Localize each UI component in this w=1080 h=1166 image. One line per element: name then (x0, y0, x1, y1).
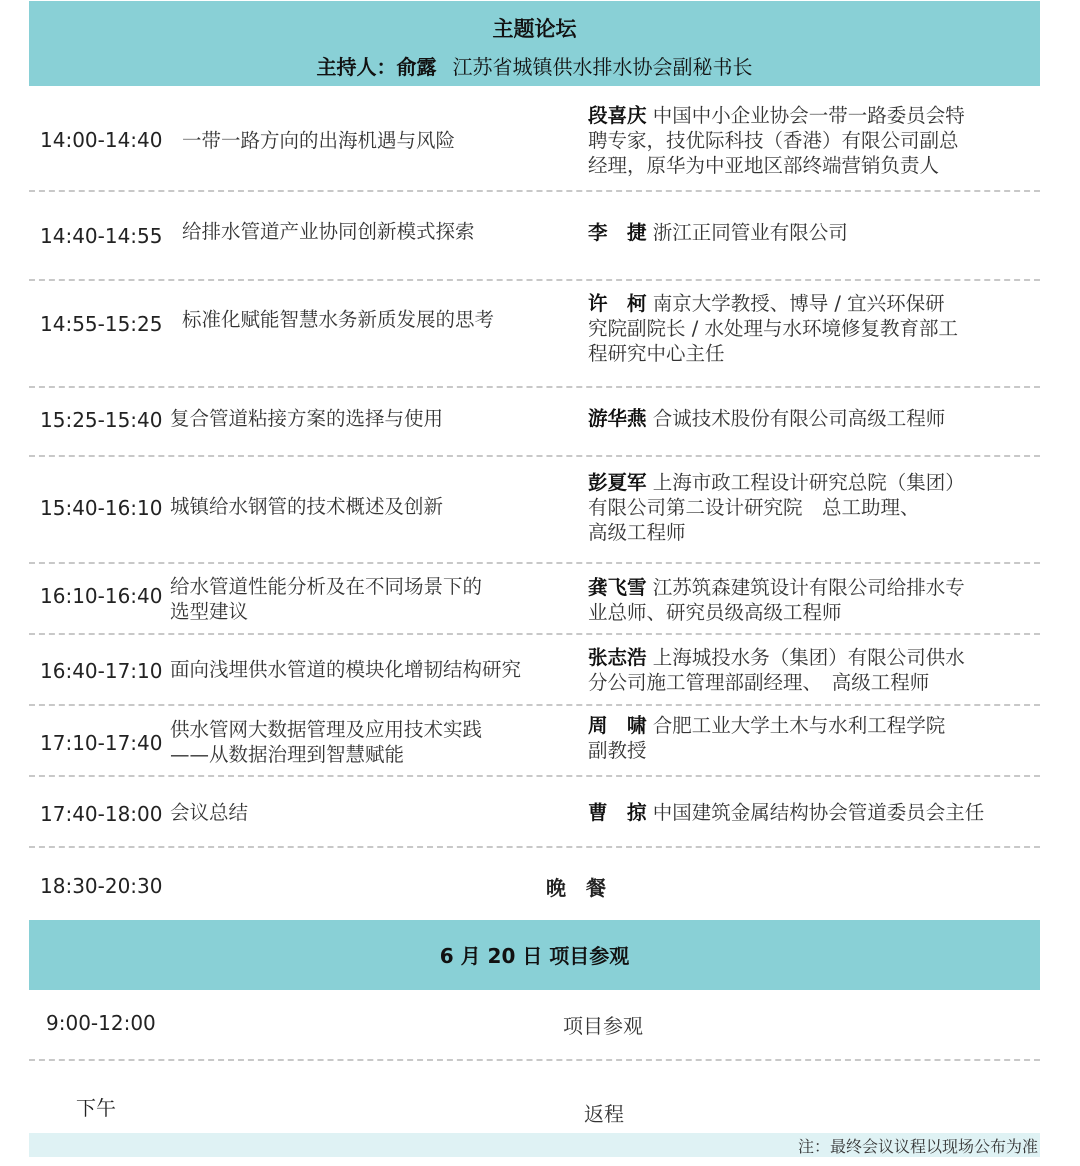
speaker-affiliation: 上海市政工程设计研究总院（集团） (652, 471, 965, 494)
topic-line: 供水管网大数据管理及应用技术实践 (170, 718, 483, 741)
day2-time: 9:00-12:00 (46, 1011, 156, 1035)
speaker-name: 张志浩 (588, 646, 647, 669)
speaker-name: 许 柯 (588, 292, 647, 315)
note-bar (29, 1133, 1040, 1157)
host-name: 俞露 (396, 55, 437, 79)
session-time: 17:40-18:00 (40, 802, 163, 826)
host-title: 江苏省城镇供水排水协会副秘书长 (452, 55, 753, 79)
speaker-name: 段喜庆 (588, 104, 647, 127)
speaker-affiliation: 中国中小企业协会一带一路委员会特 (652, 104, 965, 127)
day2-label: 返程 (584, 1102, 624, 1126)
session-time: 14:00-14:40 (40, 128, 163, 152)
session-speaker (588, 800, 1038, 825)
session-time: 15:40-16:10 (40, 496, 163, 520)
speaker-affiliation: 程研究中心主任 (588, 342, 725, 365)
speaker-name: 周 啸 (588, 714, 647, 737)
speaker-name: 龚飞雪 (588, 576, 647, 599)
session-topic: 面向浅埋供水管道的模块化增韧结构研究 (170, 658, 522, 681)
session-speaker (588, 713, 1038, 763)
speaker-name: 李 捷 (588, 221, 647, 244)
session-topic: 城镇给水钢管的技术概述及创新 (170, 495, 444, 518)
forum-host (29, 51, 1040, 80)
session-time: 17:10-17:40 (40, 731, 163, 755)
speaker-affiliation: 有限公司第二设计研究院 总工助理、 (588, 496, 920, 519)
speaker-affiliation: 高级工程师 (588, 521, 686, 544)
speaker-affiliation: 合肥工业大学土木与水利工程学院 (652, 714, 946, 737)
session-time: 14:40-14:55 (40, 224, 163, 248)
session-topic: 给排水管道产业协同创新模式探索 (182, 220, 475, 243)
session-speaker (588, 291, 1038, 366)
speaker-affiliation: 浙江正同管业有限公司 (652, 221, 848, 244)
day2-title: 6 月 20 日 项目参观 (439, 944, 630, 968)
session-topic: 复合管道粘接方案的选择与使用 (170, 407, 444, 430)
session-speaker (588, 103, 1038, 178)
speaker-affiliation: 江苏筑森建筑设计有限公司给排水专 (652, 576, 965, 599)
speaker-affiliation: 南京大学教授、博导 / 宜兴环保研 (652, 292, 945, 315)
dinner-time: 18:30-20:30 (40, 874, 163, 898)
session-topic (170, 574, 482, 624)
session-speaker (588, 645, 1038, 695)
speaker-affiliation: 上海城投水务（集团）有限公司供水 (652, 646, 965, 669)
divider (29, 279, 1040, 281)
session-topic: 一带一路方向的出海机遇与风险 (182, 129, 456, 152)
divider (29, 704, 1040, 706)
session-topic (170, 717, 482, 767)
day2-time: 下午 (76, 1096, 116, 1120)
topic-line: 给水管道性能分析及在不同场景下的 (170, 575, 483, 598)
session-topic: 标准化赋能智慧水务新质发展的思考 (182, 308, 495, 331)
divider (29, 1059, 1040, 1061)
session-time: 15:25-15:40 (40, 408, 163, 432)
day2-label: 项目参观 (563, 1014, 643, 1038)
divider (29, 633, 1040, 635)
speaker-name: 游华燕 (588, 407, 647, 430)
speaker-name: 曹 掠 (588, 801, 647, 824)
divider (29, 190, 1040, 192)
session-speaker (588, 470, 1038, 545)
topic-line: ——从数据治理到智慧赋能 (170, 743, 405, 766)
host-label: 主持人： (316, 55, 397, 79)
divider (29, 455, 1040, 457)
speaker-affiliation: 究院副院长 / 水处理与水环境修复教育部工 (588, 317, 958, 340)
speaker-affiliation: 经理，原华为中亚地区部终端营销负责人 (588, 154, 940, 177)
session-time: 16:10-16:40 (40, 584, 163, 608)
session-time: 16:40-17:10 (40, 659, 163, 683)
topic-line: 选型建议 (170, 600, 249, 623)
speaker-name: 彭夏军 (588, 471, 647, 494)
speaker-affiliation: 分公司施工管理部副经理、 高级工程师 (588, 671, 930, 694)
speaker-affiliation: 聘专家，技优际科技（香港）有限公司副总 (588, 129, 959, 152)
speaker-affiliation: 中国建筑金属结构协会管道委员会主任 (652, 801, 985, 824)
dinner-label: 晚 餐 (546, 876, 606, 900)
divider (29, 775, 1040, 777)
forum-header (29, 1, 1040, 86)
session-speaker (588, 220, 1038, 245)
day2-header (29, 920, 1040, 990)
divider (29, 386, 1040, 388)
divider (29, 562, 1040, 564)
speaker-affiliation: 副教授 (588, 739, 647, 762)
note-text: 注：最终会议议程以现场公布为准 (797, 1137, 1038, 1156)
session-speaker (588, 575, 1038, 625)
speaker-affiliation: 合诚技术股份有限公司高级工程师 (652, 407, 946, 430)
forum-title: 主题论坛 (492, 17, 577, 41)
speaker-affiliation: 业总师、研究员级高级工程师 (588, 601, 842, 624)
divider (29, 846, 1040, 848)
session-time: 14:55-15:25 (40, 312, 163, 336)
session-speaker (588, 406, 1038, 431)
session-topic: 会议总结 (170, 801, 249, 824)
